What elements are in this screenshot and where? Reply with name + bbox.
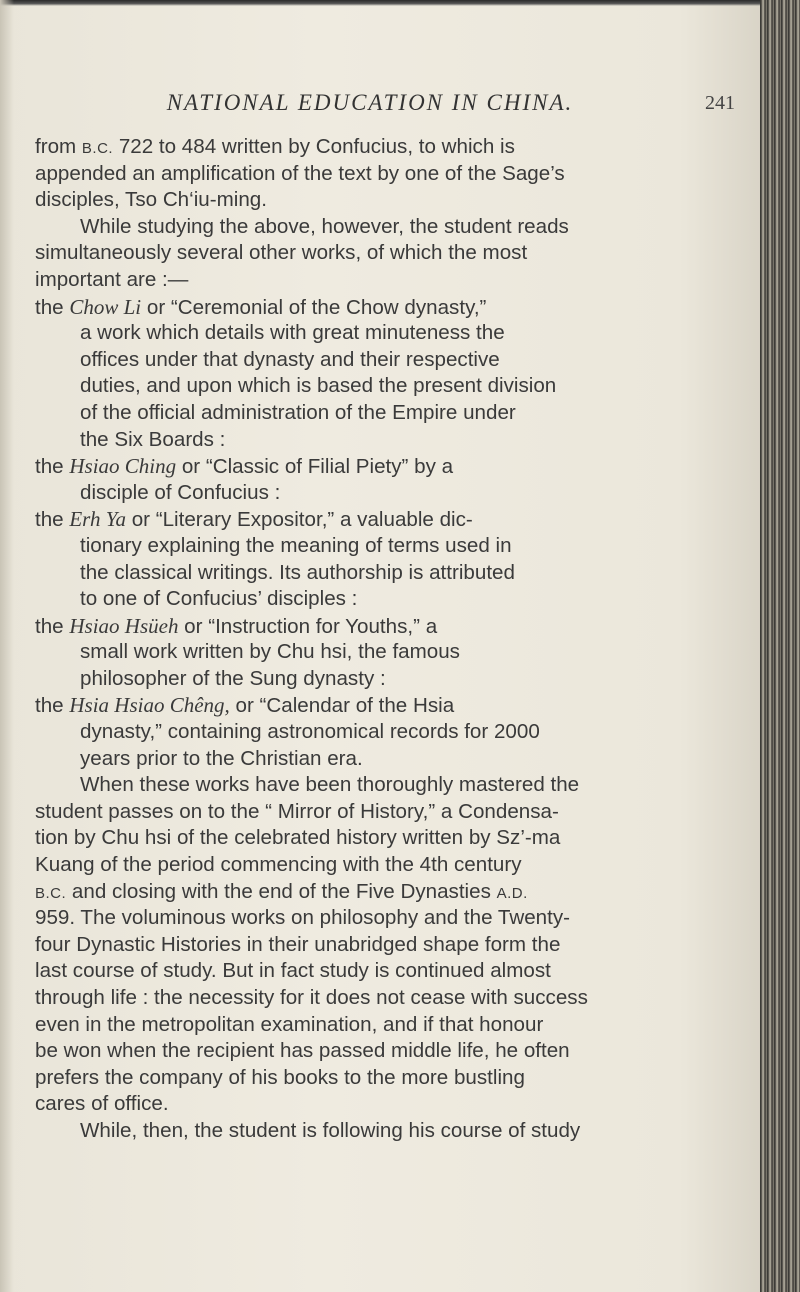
text-line [35,639,735,666]
top-edge-shadow [0,0,800,6]
text-run: important are :— [35,267,189,291]
text-run: disciples, Tso Ch‘iu-ming. [35,188,267,212]
text-line [35,161,735,188]
text-run: appended an amplification of the text by one of the Sage’s [35,161,565,185]
text-run: or “Calendar of the Hsia [229,694,455,718]
text-run: to one of Confucius’ disciples : [80,587,358,611]
small-caps-abbr: A.D. [496,884,528,902]
text-run: When these works have been thoroughly mastered the [80,773,580,797]
italic-title: Erh Ya [69,507,126,532]
text-line [35,267,735,294]
text-run: the [35,295,70,319]
text-line [35,373,735,400]
text-run: a work which details with great minuteness the [80,321,505,345]
text-run: the [35,614,70,638]
text-run: small work written by Chu hsi, the famous [80,640,460,664]
text-run: offices under that dynasty and their respective [80,347,500,371]
text-run: through life : the necessity for it does not cease with success [35,986,588,1009]
text-line [35,772,735,799]
text-line [35,746,735,773]
text-line [35,932,735,959]
text-line [35,905,735,932]
text-run: the [35,455,70,479]
text-run: philosopher of the Sung dynasty : [80,666,386,690]
text-run: of the official administration of the Empire under [80,400,516,424]
text-run: or “Classic of Filial Piety” by a [176,455,454,479]
page-number: 241 [705,92,735,114]
text-line [35,214,735,241]
text-run: or “Literary Expositor,” a valuable dic- [125,508,473,532]
text-run: 722 to 484 written by Confucius, to which is [113,135,515,158]
text-line [35,1038,735,1065]
text-run: years prior to the Christian era. [80,746,363,770]
book-spine-edge [760,0,800,1292]
text-line [35,294,735,321]
small-caps-abbr: B.C. [35,884,67,902]
text-line [35,692,735,719]
text-run: dynasty,” containing astronomical records for 2000 [80,720,540,744]
text-run: 959. The voluminous works on philosophy and the Twenty- [35,906,570,930]
text-run: from [35,135,82,158]
text-run: be won when the recipient has passed middle life, he often [35,1039,570,1063]
text-line [35,666,735,693]
text-line [35,187,735,214]
text-line [35,1012,735,1039]
text-run: student passes on to the “ Mirror of History,” a Condensa- [35,799,559,823]
text-line [35,1118,735,1145]
text-run: cares of office. [35,1092,169,1116]
text-run: While studying the above, however, the student reads [80,214,569,238]
text-line [35,852,735,879]
text-run: last course of study. But in fact study is continued almost [35,959,551,983]
text-run: duties, and upon which is based the present division [80,374,557,398]
text-line [35,240,735,267]
italic-title: Hsiao Hsüeh [69,613,179,638]
text-line [35,427,735,454]
running-title: NATIONAL EDUCATION IN CHINA. [166,90,574,115]
text-line [35,320,735,347]
text-line [35,134,735,161]
text-line [35,400,735,427]
text-line [35,985,735,1012]
text-run: the [35,508,70,532]
text-run: While, then, the student is following his course of study [80,1118,581,1142]
text-line [35,506,735,533]
text-run: simultaneously several other works, of which the most [35,241,528,265]
text-line [35,533,735,560]
italic-title: Chow Li [69,294,142,319]
text-run: even in the metropolitan examination, and if that honour [35,1012,544,1036]
text-line [35,1091,735,1118]
text-run: tion by Chu hsi of the celebrated history written by Sz’-ma [35,826,561,850]
text-run: or “Ceremonial of the Chow dynasty,” [141,295,487,319]
text-line [35,879,735,906]
text-line [35,1065,735,1092]
text-run: the classical writings. Its authorship is attributed [80,560,515,584]
text-line [35,719,735,746]
text-line [35,347,735,374]
page-header [0,82,760,122]
text-line [35,560,735,587]
text-line [35,480,735,507]
italic-title: Hsiao Ching [69,454,177,479]
text-line [35,453,735,480]
small-caps-abbr: B.C. [81,140,114,157]
body-text [35,134,735,1145]
left-page-edge [0,0,14,1292]
text-line [35,825,735,852]
text-run: tionary explaining the meaning of terms used in [80,533,512,557]
text-line [35,799,735,826]
text-run: disciple of Confucius : [80,480,281,504]
text-run: the [35,694,70,718]
italic-title: Hsia Hsiao Chêng, [69,693,230,718]
text-line [35,958,735,985]
text-line [35,586,735,613]
text-run: four Dynastic Histories in their unabridged shape form the [35,932,561,956]
text-line [35,613,735,640]
text-run: the Six Boards : [80,427,226,451]
text-run: prefers the company of his books to the more bustling [35,1065,525,1089]
text-run: or “Instruction for Youths,” a [178,614,438,638]
text-run: and closing with the end of the Five Dynasties [66,879,497,903]
text-run: Kuang of the period commencing with the 4th century [35,853,522,877]
